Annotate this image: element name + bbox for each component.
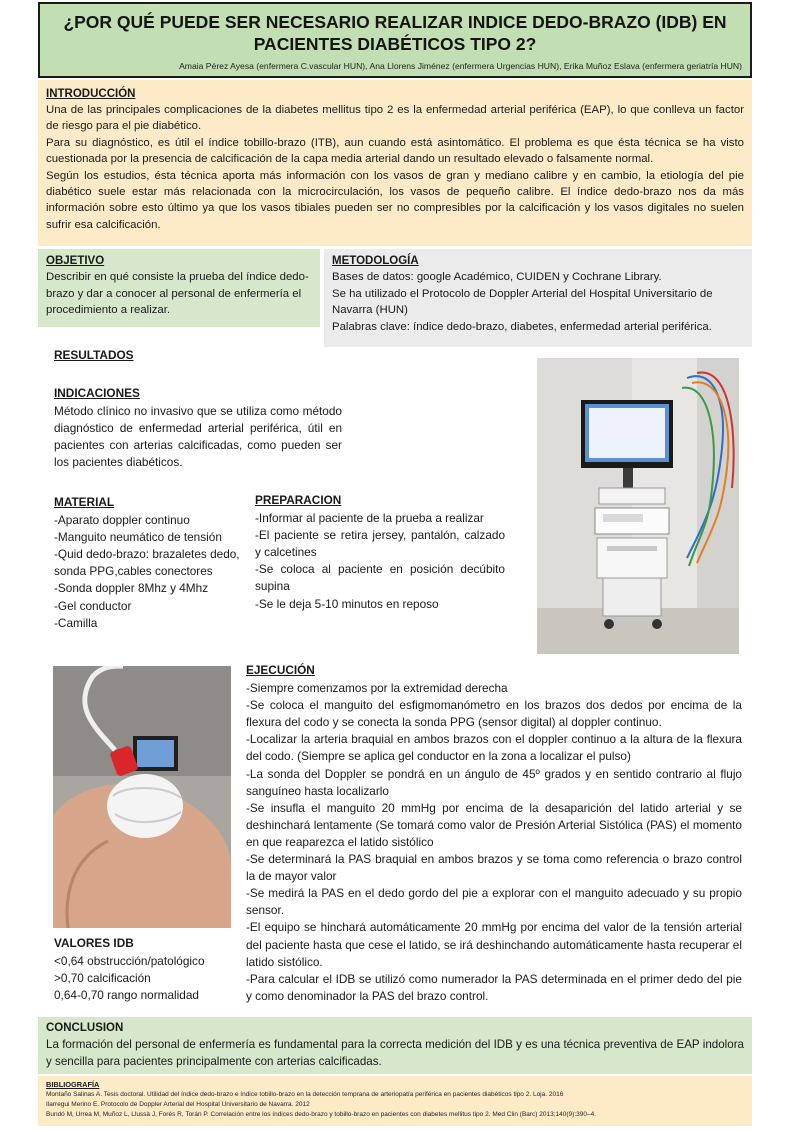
bibliografia-ref: Bundó M, Urrea M, Muñoz L, Llussà J, Forés R, Torán P. Correlación entre los índices dedo-brazo y tobillo-brazo en pacientes con diabetes mellitus tipo 2. Med Clin (Barc) 2013;140(9):390–4.: [46, 1111, 597, 1118]
objetivo-text: Describir en qué consiste la prueba del índice dedo-brazo y dar a conocer al personal de enfermería el procedimiento a realizar.: [46, 271, 309, 317]
bibliografia-ref: Montaño Salinas A. Tesis doctoral. Utilidad del índice dedo-brazo e índice tobillo-brazo en la detección temprana de arteriopatía periférica en pacientes diabéticos tipo 2. Loja. 2016: [46, 1091, 564, 1098]
preparacion-item: -El paciente se retira jersey, pantalón, calzado y calcetines: [255, 528, 505, 560]
valores-section: [54, 935, 240, 1004]
intro-section: [38, 80, 752, 246]
indicaciones-heading: INDICACIONES: [54, 386, 140, 400]
poster-title: [40, 4, 750, 55]
indicaciones-text: Método clínico no invasivo que se utiliza como método diagnóstico de enfermedad arterial periférica, útil en pacientes con arterias calcificadas, como pueden ser los pacientes diabéticos.: [54, 404, 342, 470]
title-line-2: PACIENTES DIABÉTICOS TIPO 2?: [253, 34, 537, 54]
material-item: -Quid dedo-brazo: brazaletes dedo, sonda PPG,cables conectores: [54, 547, 240, 579]
material-section: [54, 494, 250, 632]
valores-item: >0,70 calcificación: [54, 971, 151, 986]
material-heading: MATERIAL: [54, 495, 115, 509]
material-item: -Sonda doppler 8Mhz y 4Mhz: [54, 581, 209, 596]
metodologia-section: [324, 249, 752, 347]
metodologia-heading: METODOLOGÍA: [332, 255, 419, 267]
preparacion-heading: PREPARACION: [255, 493, 342, 507]
ejecucion-item: -El equipo se hinchará automáticamente 20 mmHg por encima del valor de la tensión arterial del paciente hasta que cese el latido, se irá deshinchando automáticamente hasta recuperar el latido sistólico.: [246, 920, 742, 969]
indicaciones-section: [54, 385, 342, 471]
objetivo-heading: OBJETIVO: [46, 255, 105, 267]
valores-item: 0,64-0,70 rango normalidad: [54, 988, 199, 1003]
material-item: -Aparato doppler continuo: [54, 513, 190, 528]
title-line-1: ¿POR QUÉ PUEDE SER NECESARIO REALIZAR INDICE DEDO-BRAZO (IDB) EN: [63, 12, 727, 32]
valores-item: <0,64 obstrucción/patológico: [54, 954, 205, 969]
ejecucion-section: [246, 662, 742, 1005]
ejecucion-item: -Se determinará la PAS braquial en ambos brazos y se toma como referencia o brazo control la de mayor valor: [246, 852, 742, 884]
toe-sensor-photo: [53, 666, 231, 928]
objetivo-section: [38, 249, 320, 327]
valores-heading: VALORES IDB: [54, 936, 134, 950]
conclusion-text: La formación del personal de enfermería es fundamental para la correcta medición del IDB y es una técnica preventiva de EAP indolora y sencilla para pacientes principalmente con arterias calcificadas.: [46, 1038, 744, 1068]
doppler-machine-photo: [537, 358, 739, 654]
intro-paragraph: Según los estudios, ésta técnica aporta más información con los vasos de gran y mediano calibre y en cambio, la etiología del pie diabético suele estar más relacionada con la microcirculación, los vasos de pequeño calibre. El índice dedo-brazo nos da más información sobre esto último ya que los vasos tibiales pueden ser no compresibles por la calcificación y los vasos digitales no suelen sufrir esa calcificación.: [46, 169, 744, 231]
toe-sensor-illustration: [53, 666, 231, 928]
intro-paragraph: Para su diagnóstico, es útil el índice tobillo-brazo (ITB), aun cuando está asintomático. El problema es que ésta técnica se ha visto cuestionada por la presencia de calcificación de la capa media arterial dando un resultado elevado o falsamente normal.: [46, 136, 744, 166]
metodologia-line: Palabras clave: índice dedo-brazo, diabetes, enfermedad arterial periférica.: [332, 320, 712, 333]
ejecucion-item: -Siempre comenzamos por la extremidad derecha: [246, 681, 508, 696]
ejecucion-item: -Para calcular el IDB se utilizó como numerador la PAS determinada en el primer dedo del pie y como denominador la PAS del brazo control.: [246, 971, 742, 1003]
bibliografia-ref: Ilarregui Merino E. Protocolo de Doppler Arterial del Hospital Universitario de Navarra. 2012: [46, 1101, 310, 1108]
ejecucion-item: -Se insufla el manguito 20 mmHg por encima de la desaparición del latido arterial y se deshinchará lentamente (Se tomará como valor de Presión Arterial Sistólica (PAS) el momento en que reaparezca el latido sistólico: [246, 800, 742, 849]
conclusion-section: [38, 1017, 752, 1074]
ejecucion-heading: EJECUCIÓN: [246, 663, 315, 677]
resultados-heading: RESULTADOS: [54, 348, 134, 362]
bibliografia-section: [38, 1076, 752, 1126]
material-item: -Manguito neumático de tensión: [54, 530, 222, 545]
ejecucion-item: -Se medirá la PAS en el dedo gordo del pie a explorar con el manguito adecuado y su propio sensor.: [246, 886, 742, 918]
metodologia-line: Se ha utilizado el Protocolo de Doppler Arterial del Hospital Universitario de Navarra (HUN): [332, 287, 713, 317]
doppler-machine-illustration: [537, 358, 739, 654]
resultados-block: [54, 347, 134, 365]
material-item: -Camilla: [54, 615, 98, 630]
intro-paragraph: Una de las principales complicaciones de la diabetes mellitus tipo 2 es la enfermedad arterial periférica (EAP), lo que conlleva un factor de riesgo para el pie diabético.: [46, 104, 744, 133]
ejecucion-item: -La sonda del Doppler se pondrá en un ángulo de 45º grados y en sentido contrario al flujo sanguíneo hasta localizarlo: [246, 766, 742, 798]
preparacion-item: -Informar al paciente de la prueba a realizar: [255, 511, 484, 526]
poster-header: [38, 2, 752, 78]
bibliografia-heading: BIBLIOGRAFÍA: [46, 1080, 100, 1089]
conclusion-heading: CONCLUSION: [46, 1022, 124, 1034]
ejecucion-item: -Se coloca el manguito del esfigmomanómetro en los brazos dos dedos por encima de la flexura del codo y se conecta la sonda PPG (sensor digital) al doppler continuo.: [246, 698, 742, 730]
metodologia-line: Bases de datos: google Académico, CUIDEN y Cochrane Library.: [332, 271, 662, 283]
preparacion-item: -Se le deja 5-10 minutos en reposo: [255, 596, 439, 611]
ejecucion-item: -Localizar la arteria braquial en ambos brazos con el doppler continuo a la altura de la flexura del codo. (Siempre se aplica gel conductor en la zona a localizar el pulso): [246, 732, 742, 764]
intro-heading: INTRODUCCIÓN: [46, 88, 136, 100]
authors: Amaia Pérez Ayesa (enfermera C.vascular HUN), Ana Llorens Jiménez (enfermera Urgencias HUN), Erika Muñoz Eslava (enfermera geriatría HUN): [179, 61, 742, 71]
preparacion-section: [255, 492, 505, 613]
preparacion-item: -Se coloca al paciente en posición decúbito supina: [255, 562, 505, 594]
material-item: -Gel conductor: [54, 598, 132, 613]
